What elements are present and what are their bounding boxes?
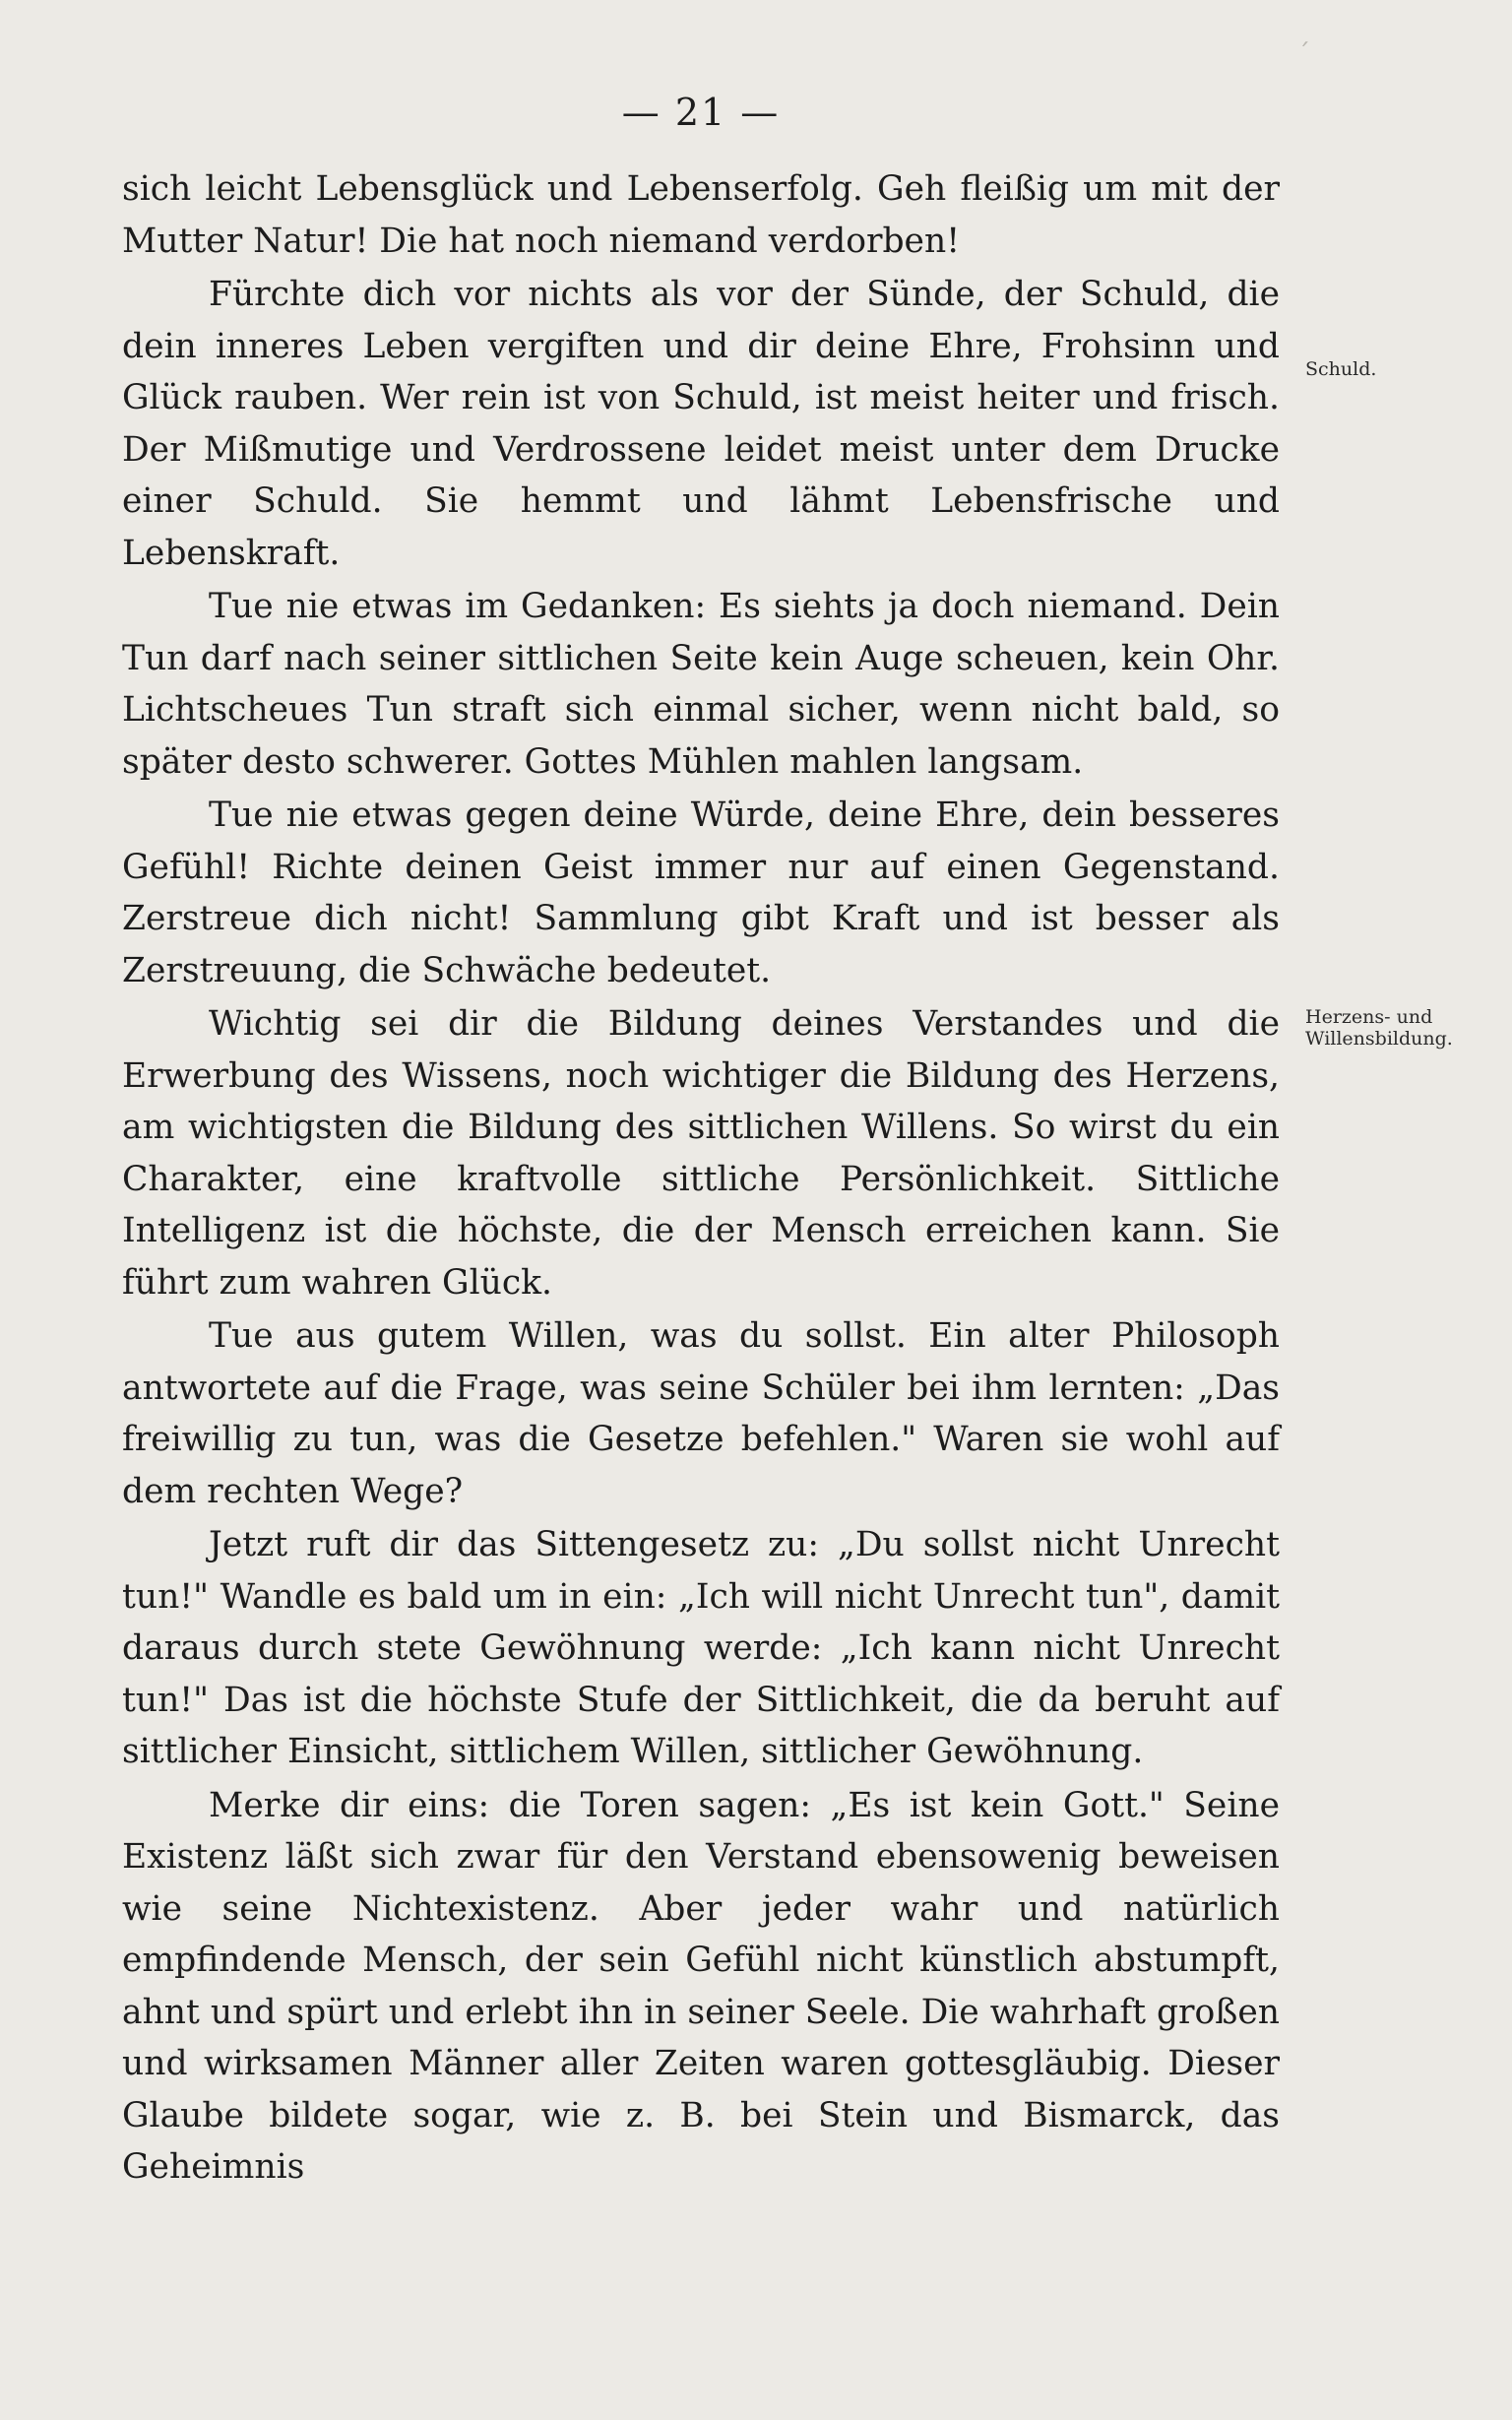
scan-mark: ´ [1297, 39, 1310, 69]
paragraph: Wichtig sei dir die Bildung deines Verstandes und die Erwerbung des Wissens, noch wichtiger die Bildung des Herzens, am wichtigsten die Bildung des sittlichen Willens. So wirst du ein Charakter, eine kraftvolle sittliche Persönlichkeit. Sittliche Intelligenz ist die höchste, die der Mensch erreichen kann. Sie führt zum wahren Glück. [122, 1004, 1280, 1303]
paragraph: Tue nie etwas im Gedanken: Es siehts ja doch niemand. Dein Tun darf nach seiner sittlichen Seite kein Auge scheuen, kein Ohr. Lichtscheues Tun straft sich einmal sicher, wenn nicht bald, so später desto schwerer. Gottes Mühlen mahlen langsam. [122, 587, 1280, 782]
body-text [122, 163, 1280, 2196]
paragraph: Merke dir eins: die Toren sagen: „Es ist kein Gott." Seine Existenz läßt sich zwar für den Verstand ebensowenig beweisen wie seine Nichtexistenz. Aber jeder wahr und natürlich empfindende Mensch, der sein Gefühl nicht künstlich abstumpft, ahnt und spürt und erlebt ihn in seiner Seele. Die wahrhaft großen und wirksamen Männer aller Zeiten waren gottesgläubig. Dieser Glaube bildete sogar, wie z. B. bei Stein und Bismarck, das Geheimnis [122, 1785, 1280, 2187]
margin-note-herzens-willensbildung [1305, 1006, 1502, 1050]
paragraph: Fürchte dich vor nichts als vor der Sünde, der Schuld, die dein inneres Leben vergiften und dir deine Ehre, Frohsinn und Glück rauben. Wer rein ist von Schuld, ist meist heiter und frisch. Der Mißmutige und Verdrossene leidet meist unter dem Drucke einer Schuld. Sie hemmt und lähmt Lebensfrische und Lebenskraft. [122, 275, 1280, 573]
paragraph: Tue nie etwas gegen deine Würde, deine Ehre, dein besseres Gefühl! Richte deinen Geist immer nur auf einen Gegenstand. Zerstreue dich nicht! Sammlung gibt Kraft und ist besser als Zerstreuung, die Schwäche bedeutet. [122, 796, 1280, 990]
paragraph: Jetzt ruft dir das Sittengesetz zu: „Du sollst nicht Unrecht tun!" Wandle es bald um in ein: „Ich will nicht Unrecht tun", damit daraus durch stete Gewöhnung werde: „Ich kann nicht Unrecht tun!" Das ist die höchste Stufe der Sittlichkeit, die da beruht auf sittlicher Einsicht, sittlichem Willen, sittlicher Gewöhnung. [122, 1525, 1280, 1771]
paragraph: sich leicht Lebensglück und Lebenserfolg. Geh fleißig um mit der Mutter Natur! Die hat noch niemand verdorben! [122, 169, 1280, 261]
margin-note-line: Herzens- und [1305, 1006, 1433, 1028]
margin-note-schuld: Schuld. [1305, 358, 1377, 380]
margin-note-line: Willensbildung. [1305, 1028, 1453, 1050]
page-number: — 21 — [621, 91, 781, 134]
paragraph: Tue aus gutem Willen, was du sollst. Ein alter Philosoph antwortete auf die Frage, was seine Schüler bei ihm lernten: „Das freiwillig zu tun, was die Gesetze befehlen." Waren sie wohl auf dem rechten Wege? [122, 1316, 1280, 1511]
